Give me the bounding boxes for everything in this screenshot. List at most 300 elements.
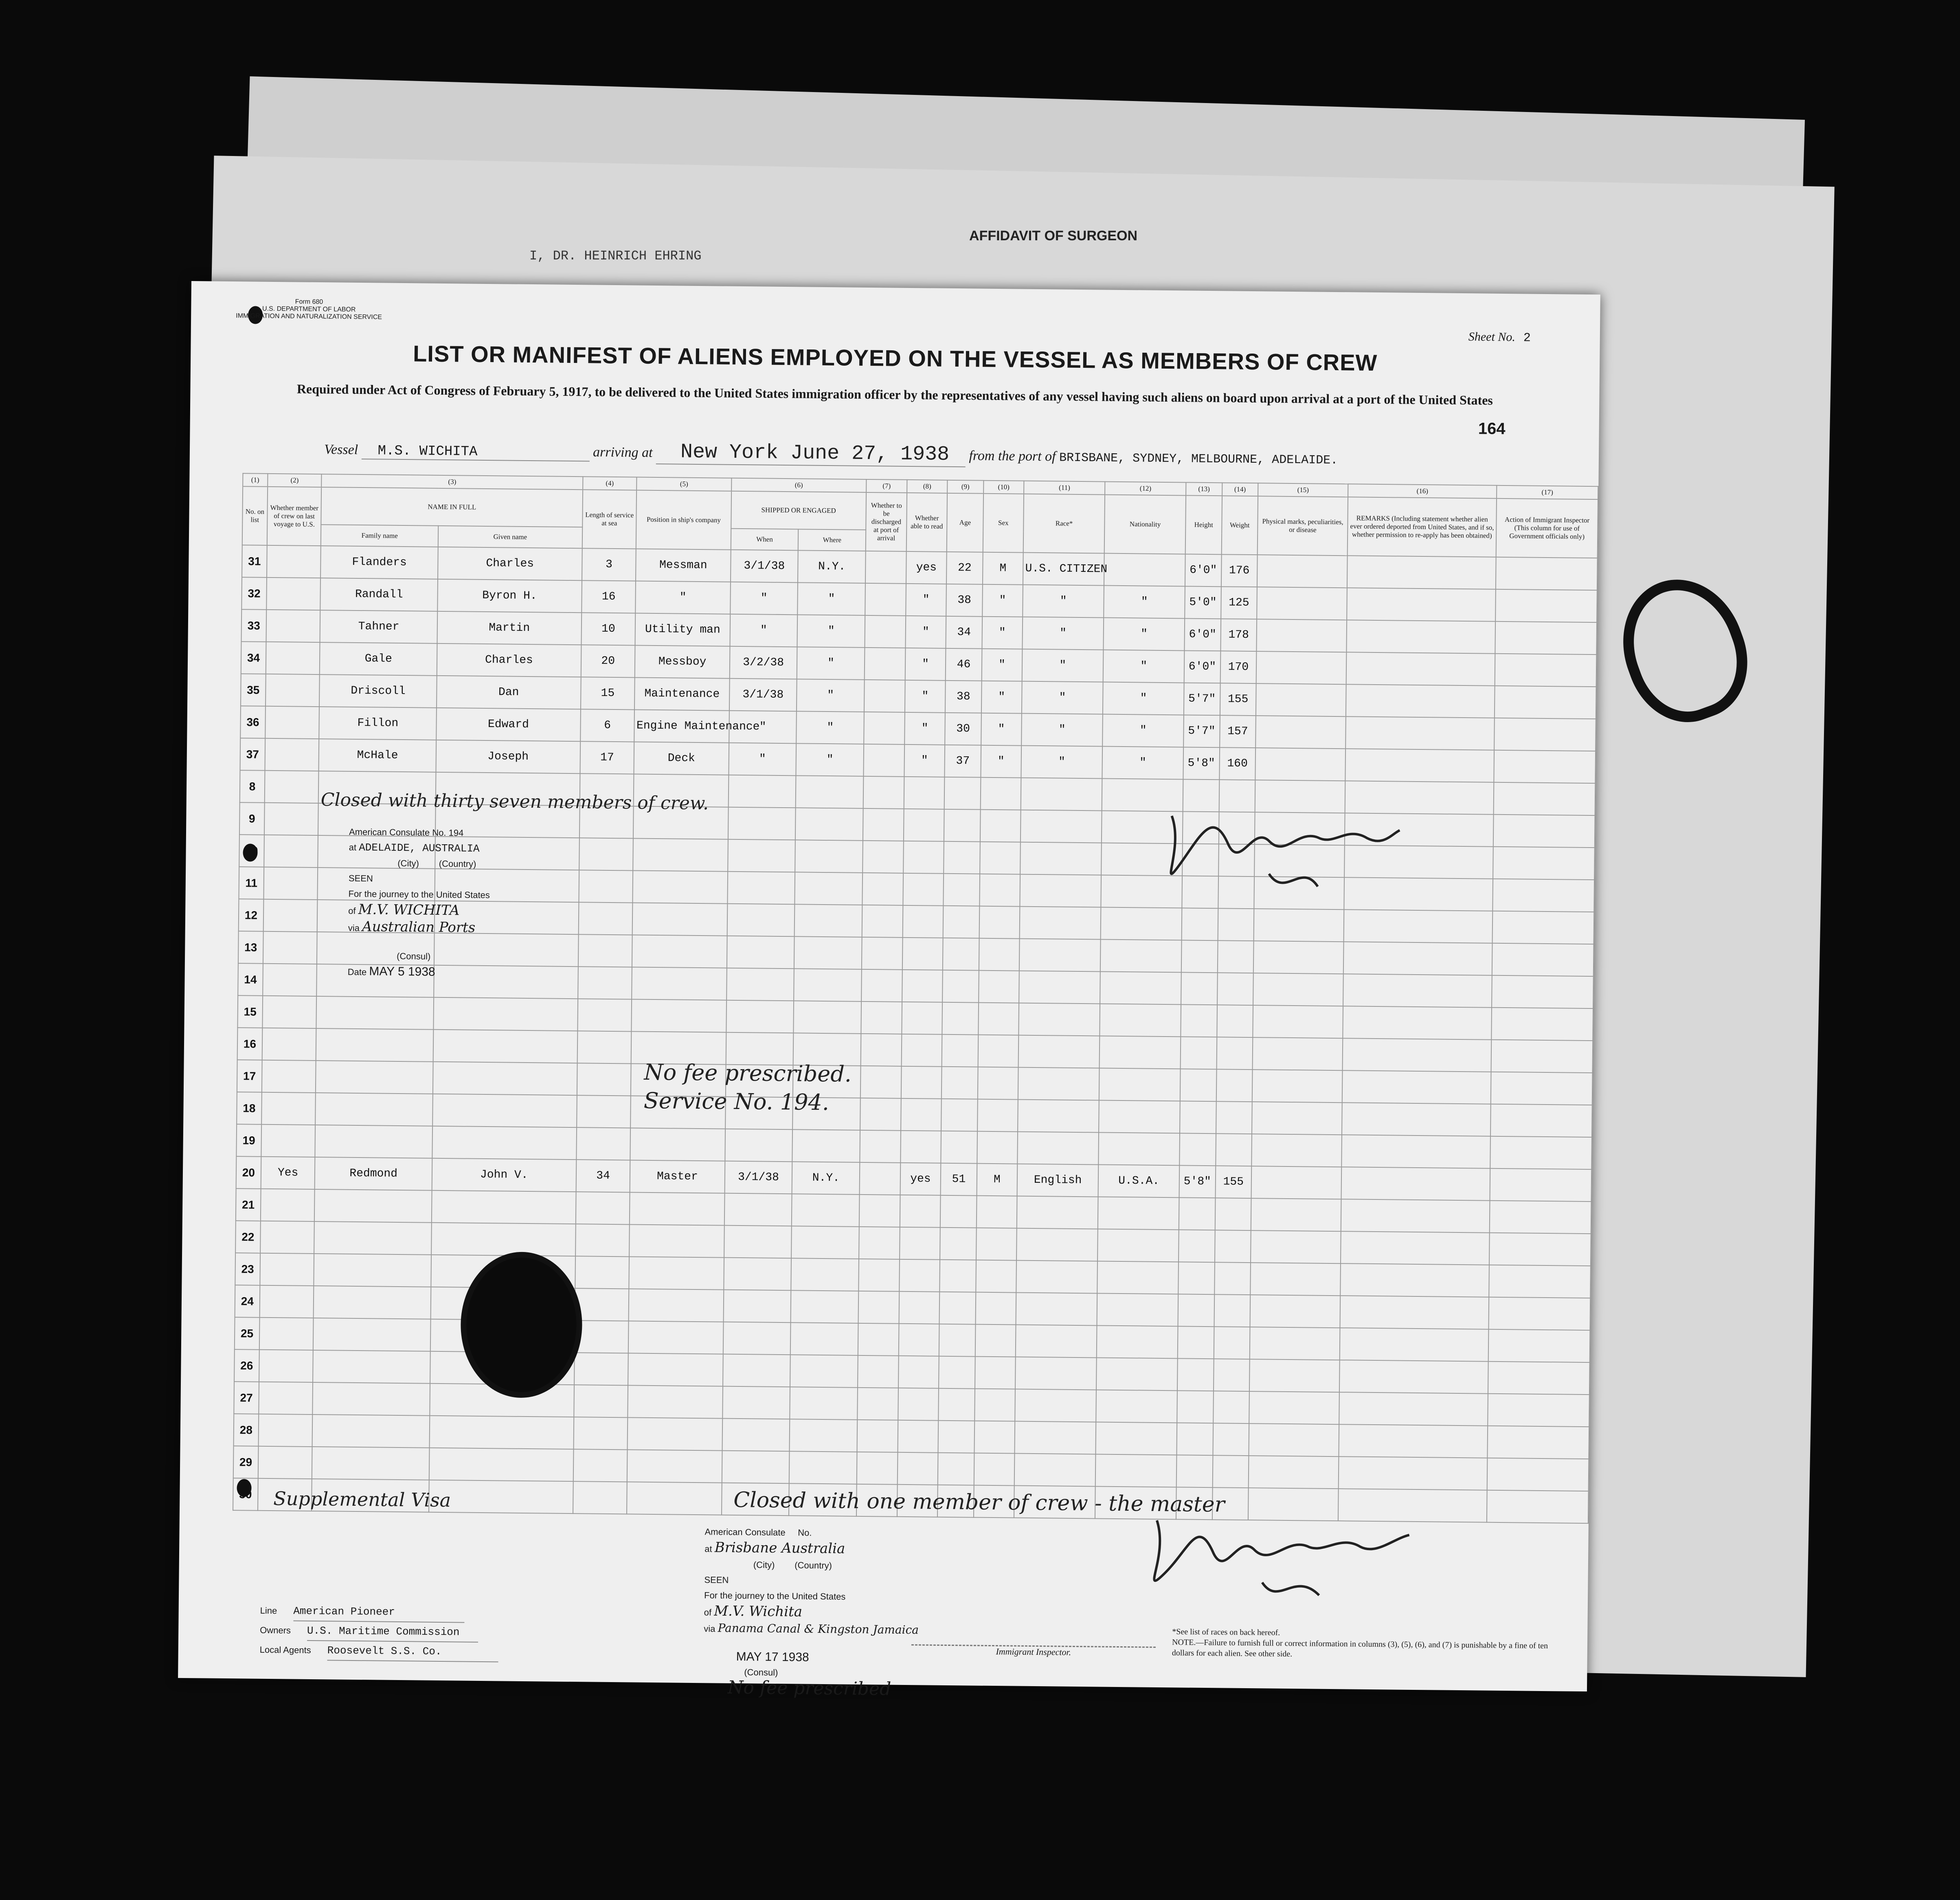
given-name-cell: Joseph: [436, 740, 580, 773]
consul-via: Panama Canal & Kingston Jamaica: [718, 1621, 919, 1637]
age-cell: [942, 1035, 978, 1067]
previous-voyage-cell: [259, 1382, 313, 1415]
position-cell: [629, 1224, 724, 1257]
able-to-read-cell: [904, 809, 944, 841]
position-cell: ": [636, 581, 731, 614]
position-cell: Messboy: [635, 646, 730, 679]
surgeon-line: I, DR. HEINRICH EHRING: [529, 248, 702, 264]
position-cell: Messman: [636, 549, 731, 582]
journey-label: For the journey to the United States: [348, 888, 490, 901]
header-family-name: Family name: [321, 525, 438, 547]
shipped-when-cell: 3/1/38: [724, 1161, 792, 1194]
able-to-read-cell: [898, 1356, 939, 1388]
race-cell: [1020, 907, 1101, 940]
shipped-when-cell: ": [729, 711, 797, 744]
nationality-cell: [1104, 554, 1185, 586]
weight-cell: 155: [1220, 683, 1256, 716]
height-cell: [1177, 1358, 1214, 1391]
physical-marks-cell: [1257, 587, 1347, 620]
previous-voyage-cell: [263, 867, 318, 900]
supplemental-visa-note: Supplemental Visa: [273, 1487, 451, 1511]
race-cell: ": [1022, 681, 1103, 714]
sex-cell: [979, 971, 1019, 1003]
header-when: When: [731, 529, 798, 551]
age-cell: [939, 1324, 975, 1357]
shipped-where-cell: [791, 1258, 859, 1291]
previous-voyage-cell: [265, 738, 319, 771]
row-number-cell: 35: [241, 674, 266, 706]
col-num: (1): [243, 473, 268, 487]
remarks-cell: [1340, 1296, 1489, 1329]
given-name-cell: [429, 1448, 574, 1481]
height-cell: [1180, 1101, 1216, 1133]
age-cell: [942, 1067, 978, 1099]
height-cell: [1181, 1004, 1217, 1037]
length-of-service-cell: [577, 1063, 631, 1096]
able-to-read-cell: [904, 777, 944, 809]
discharged-cell: [865, 551, 906, 584]
family-name-cell: [316, 1061, 433, 1094]
header-name-in-full: NAME IN FULL: [321, 487, 583, 527]
inspector-action-cell: [1493, 847, 1595, 880]
race-cell: U.S. CITIZEN: [1023, 553, 1104, 586]
shipped-when-cell: [722, 1451, 790, 1484]
position-cell: [627, 1482, 722, 1515]
family-name-cell: Fillon: [319, 707, 437, 740]
col-num: (16): [1348, 484, 1497, 499]
remarks-cell: [1339, 1392, 1488, 1426]
shipped-when-cell: [726, 936, 795, 969]
remarks-cell: [1345, 749, 1495, 782]
remarks-cell: [1347, 588, 1496, 621]
row-number-cell: 18: [237, 1092, 262, 1125]
nationality-cell: ": [1103, 682, 1184, 715]
nationality-cell: [1100, 940, 1182, 973]
remarks-cell: [1343, 974, 1492, 1007]
consul-no: No. 194: [432, 827, 464, 838]
shipped-where-cell: ": [796, 743, 864, 776]
journey-label: For the journey to the United States: [704, 1590, 846, 1602]
race-cell: [1015, 1389, 1096, 1422]
line-label: Line: [260, 1605, 277, 1616]
from-port-value: BRISBANE, SYDNEY, MELBOURNE, ADELAIDE.: [1059, 451, 1338, 468]
header-shipped: SHIPPED OR ENGAGED: [731, 491, 867, 530]
age-cell: [939, 1388, 975, 1421]
header-age: Age: [947, 493, 983, 552]
col-num: (12): [1105, 482, 1186, 496]
family-name-cell: [314, 1286, 431, 1319]
position-cell: [633, 838, 728, 871]
height-cell: 6'0": [1185, 554, 1221, 586]
col-num: (8): [907, 480, 948, 493]
length-of-service-cell: [574, 1385, 628, 1417]
remarks-cell: [1343, 1038, 1492, 1072]
race-cell: [1019, 971, 1100, 1004]
sex-cell: [978, 1067, 1018, 1100]
col-num: (14): [1222, 483, 1258, 496]
given-name-cell: [433, 1062, 577, 1095]
row-number-cell: 29: [233, 1446, 259, 1478]
sex-cell: [975, 1357, 1016, 1389]
height-cell: [1179, 1230, 1215, 1262]
previous-voyage-cell: [265, 771, 319, 803]
position-cell: [629, 1256, 724, 1289]
shipped-where-cell: N.Y.: [798, 550, 866, 583]
sex-cell: [980, 842, 1021, 874]
given-name-cell: Charles: [437, 644, 582, 677]
inspector-action-cell: [1487, 1426, 1589, 1459]
crew-rows: [233, 545, 1598, 1523]
row-number-cell: 34: [241, 641, 266, 674]
age-cell: [939, 1356, 975, 1389]
weight-cell: [1217, 973, 1253, 1005]
previous-voyage-cell: [261, 1189, 315, 1221]
physical-marks-cell: [1257, 555, 1348, 588]
race-cell: ": [1021, 714, 1103, 747]
position-cell: [632, 967, 727, 1000]
family-name-cell: [316, 1093, 433, 1126]
discharged-cell: [861, 969, 902, 1002]
country-label: (Country): [439, 858, 476, 869]
remarks-cell: [1343, 1006, 1492, 1039]
weight-cell: 157: [1220, 715, 1256, 748]
length-of-service-cell: [573, 1449, 627, 1482]
previous-voyage-cell: [261, 1125, 315, 1157]
shipped-when-cell: [726, 968, 795, 1001]
arriving-value: New York June 27, 1938: [656, 440, 966, 467]
previous-voyage-cell: [260, 1221, 314, 1254]
footnote: [1172, 1626, 1555, 1662]
remarks-cell: [1340, 1263, 1489, 1297]
given-name-cell: [429, 1416, 574, 1449]
discharged-cell: [858, 1355, 898, 1388]
vessel-line: [324, 437, 1546, 473]
discharged-cell: [858, 1323, 899, 1356]
discharged-cell: [864, 680, 905, 712]
inspector-action-cell: [1488, 1394, 1589, 1427]
able-to-read-cell: [901, 1098, 942, 1131]
age-cell: [944, 777, 981, 810]
row-number-cell: 16: [237, 1028, 263, 1060]
shipped-where-cell: ": [798, 582, 866, 615]
header-position: Position in ship's company: [636, 490, 731, 550]
weight-cell: [1216, 1069, 1252, 1102]
weight-cell: 160: [1219, 747, 1255, 780]
length-of-service-cell: 15: [581, 677, 635, 709]
closed-note-2: Closed with one member of crew - the master: [733, 1487, 1225, 1517]
physical-marks-cell: [1253, 1037, 1343, 1070]
given-name-cell: [431, 1223, 576, 1256]
physical-marks-cell: [1253, 941, 1344, 974]
previous-voyage-cell: [259, 1350, 313, 1382]
length-of-service-cell: 3: [582, 548, 636, 581]
height-cell: [1178, 1294, 1214, 1327]
height-cell: 5'8": [1179, 1165, 1216, 1198]
age-cell: 37: [945, 745, 981, 778]
weight-cell: [1213, 1391, 1249, 1423]
previous-voyage-cell: [258, 1446, 312, 1479]
able-to-read-cell: [902, 938, 943, 970]
sex-cell: [976, 1260, 1016, 1293]
shipped-when-cell: [728, 839, 796, 872]
row-number-cell: 9: [239, 802, 265, 835]
age-cell: 34: [946, 616, 982, 649]
inspector-action-cell: [1488, 1362, 1590, 1395]
shipped-when-cell: [727, 872, 795, 905]
affidavit-title: AFFIDAVIT OF SURGEON: [969, 228, 1138, 244]
able-to-read-cell: [902, 905, 943, 938]
nationality-cell: [1099, 1068, 1181, 1101]
discharged-cell: [865, 615, 906, 648]
owners-value: U.S. Maritime Commission: [307, 1621, 478, 1643]
shipped-when-cell: [724, 1258, 792, 1291]
nationality-cell: [1097, 1261, 1179, 1294]
discharged-cell: [864, 744, 904, 777]
sex-cell: [977, 1099, 1018, 1132]
physical-marks-cell: [1250, 1327, 1340, 1360]
no-label: No.: [798, 1527, 812, 1538]
height-cell: [1179, 1133, 1216, 1166]
age-cell: [943, 906, 979, 938]
header-height: Height: [1185, 495, 1222, 554]
row-number-cell: 14: [238, 963, 263, 996]
race-cell: [1016, 1325, 1097, 1358]
weight-cell: [1214, 1327, 1250, 1359]
position-cell: [633, 870, 728, 903]
nationality-cell: [1100, 1036, 1181, 1069]
row-number-cell: 10: [239, 835, 264, 867]
discharged-cell: [859, 1227, 900, 1259]
weight-cell: [1218, 908, 1254, 941]
inspector-action-cell: [1495, 686, 1596, 719]
header-physical: Physical marks, peculiarities, or disease: [1258, 496, 1348, 556]
shipped-where-cell: N.Y.: [792, 1162, 860, 1195]
discharged-cell: [862, 905, 903, 938]
country-label: (Country): [795, 1560, 832, 1571]
sex-cell: M: [977, 1164, 1017, 1196]
shipped-when-cell: [722, 1386, 790, 1419]
row-number-cell: 24: [235, 1285, 260, 1318]
given-name-cell: [432, 1191, 576, 1224]
col-num: (3): [322, 474, 583, 490]
inspector-action-cell: [1492, 911, 1594, 944]
sex-cell: [975, 1325, 1016, 1357]
at-label: at: [705, 1544, 712, 1554]
manifest-title: LIST OR MANIFEST OF ALIENS EMPLOYED ON THE VESSEL AS MEMBERS OF CREW: [413, 340, 1378, 376]
shipped-where-cell: [795, 904, 863, 937]
race-cell: [1019, 1003, 1100, 1036]
remarks-cell: [1347, 556, 1496, 589]
able-to-read-cell: [899, 1292, 939, 1324]
family-name-cell: [316, 1028, 433, 1062]
nationality-cell: [1098, 1132, 1180, 1165]
shipped-where-cell: ": [797, 711, 865, 744]
discharged-cell: [860, 1130, 901, 1163]
able-to-read-cell: ": [905, 680, 946, 713]
discharged-cell: [860, 1098, 901, 1131]
able-to-read-cell: [902, 1002, 942, 1035]
inspector-action-cell: [1492, 943, 1594, 976]
shipped-when-cell: [723, 1290, 791, 1323]
previous-voyage-cell: [266, 642, 320, 674]
weight-cell: [1213, 1423, 1249, 1456]
row-number-cell: 15: [237, 995, 263, 1028]
col-num: (6): [731, 478, 867, 492]
consul-of: M.V. Wichita: [714, 1603, 803, 1620]
inspector-action-cell: [1495, 589, 1597, 622]
header-remarks: REMARKS (Including statement whether alien ever ordered deported from United States, and if so, whether permission to re-apply has been obtained): [1348, 497, 1497, 557]
position-cell: [632, 999, 726, 1032]
shipped-where-cell: ": [797, 679, 865, 712]
shipped-when-cell: [727, 904, 795, 937]
consul-stamp-adelaide: [348, 824, 491, 981]
race-cell: [1018, 1035, 1100, 1068]
length-of-service-cell: [579, 870, 633, 903]
sex-cell: ": [981, 681, 1022, 714]
shipped-when-cell: ": [729, 743, 797, 776]
header-race: Race*: [1023, 494, 1105, 554]
able-to-read-cell: [903, 873, 944, 906]
service-number-note: Service No. 194.: [643, 1087, 830, 1116]
sheet-number: [1468, 330, 1531, 345]
age-cell: [941, 1131, 977, 1164]
inspector-action-cell: [1491, 1008, 1593, 1041]
given-name-cell: [430, 1384, 574, 1417]
shipped-when-cell: [722, 1419, 790, 1452]
length-of-service-cell: 34: [576, 1160, 630, 1192]
inspector-action-cell: [1493, 815, 1595, 848]
height-cell: [1176, 1455, 1213, 1487]
family-name-cell: [314, 1221, 432, 1255]
shipped-where-cell: [795, 872, 863, 905]
nationality-cell: U.S.A.: [1098, 1164, 1180, 1197]
length-of-service-cell: 6: [580, 709, 634, 742]
position-cell: [632, 935, 727, 968]
row-number-cell: 23: [235, 1253, 260, 1285]
remarks-cell: [1342, 1070, 1491, 1104]
manifest-sheet: [178, 281, 1600, 1700]
fee-note-2: No fee prescribed: [727, 1677, 891, 1700]
inspector-action-cell: [1489, 1297, 1591, 1330]
height-cell: 6'0": [1185, 618, 1221, 651]
race-cell: [1021, 778, 1102, 811]
sheet-label: Sheet No.: [1468, 330, 1515, 344]
discharged-cell: [858, 1388, 898, 1420]
position-cell: Engine Maintenance: [634, 709, 729, 742]
physical-marks-cell: [1255, 748, 1345, 781]
shipped-when-cell: 3/1/38: [731, 550, 799, 583]
height-cell: [1181, 1037, 1217, 1069]
consul-at: Brisbane Australia: [714, 1539, 845, 1557]
inspector-action-cell: [1490, 1201, 1591, 1234]
signature-scribble: [1132, 1504, 1418, 1612]
remarks-cell: [1343, 942, 1492, 975]
age-cell: [940, 1228, 976, 1260]
position-cell: [628, 1321, 723, 1354]
consul-date: MAY 5 1938: [369, 964, 435, 979]
remarks-cell: [1346, 652, 1495, 685]
height-cell: [1179, 1197, 1215, 1230]
family-name-cell: [315, 1125, 432, 1158]
crew-manifest-table: [233, 473, 1598, 1524]
nationality-cell: [1098, 1197, 1179, 1230]
inspector-action-cell: [1495, 622, 1597, 655]
nationality-cell: ": [1104, 586, 1185, 619]
previous-voyage-cell: [262, 1060, 316, 1093]
given-name-cell: Dan: [437, 676, 581, 709]
consul-date: MAY 17 1938: [736, 1650, 809, 1664]
inspector-action-cell: [1492, 879, 1594, 912]
able-to-read-cell: ": [904, 712, 945, 745]
shipped-when-cell: [725, 1129, 793, 1162]
race-cell: [1018, 1068, 1100, 1100]
position-cell: [630, 1128, 725, 1161]
length-of-service-cell: [577, 1095, 631, 1128]
physical-marks-cell: [1256, 651, 1347, 684]
nationality-cell: [1096, 1390, 1177, 1423]
sex-cell: [979, 874, 1020, 907]
row-number-cell: 36: [240, 706, 266, 738]
able-to-read-cell: [902, 970, 943, 1002]
inspector-action-cell: [1489, 1265, 1591, 1298]
discharged-cell: [859, 1195, 900, 1227]
weight-cell: [1214, 1359, 1250, 1391]
date-label: Date: [347, 966, 367, 977]
physical-marks-cell: [1253, 1005, 1343, 1038]
physical-marks-cell: [1251, 1230, 1341, 1263]
age-cell: [938, 1421, 975, 1453]
row-number-cell: 26: [234, 1349, 259, 1382]
previous-voyage-cell: Yes: [261, 1157, 315, 1189]
able-to-read-cell: ": [904, 745, 945, 777]
inspector-action-cell: [1489, 1233, 1591, 1266]
consul-at: ADELAIDE, AUSTRALIA: [359, 841, 480, 855]
col-num: (9): [947, 480, 983, 494]
remarks-cell: [1341, 1135, 1490, 1168]
shipped-when-cell: [726, 1000, 794, 1033]
previous-voyage-cell: [258, 1414, 312, 1447]
length-of-service-cell: [576, 1192, 630, 1224]
given-name-cell: [433, 997, 578, 1031]
previous-voyage-cell: [263, 899, 317, 932]
row-number-cell: 37: [240, 738, 265, 771]
previous-voyage-cell: [263, 964, 317, 996]
age-cell: 46: [946, 648, 982, 681]
service-label: IMMIGRATION AND NATURALIZATION SERVICE: [236, 312, 382, 321]
requirement-text: Required under Act of Congress of February 5, 1917, to be delivered to the United States immigration officer by the representatives of any vessel having such aliens on board upon arrival at a port of the United States: [296, 381, 1493, 408]
from-port-label: from the port of: [969, 448, 1056, 464]
able-to-read-cell: [900, 1131, 941, 1163]
previous-voyage-cell: [262, 996, 316, 1028]
able-to-read-cell: [899, 1259, 940, 1292]
seen-label: SEEN: [348, 873, 373, 884]
row-number-cell: 13: [238, 931, 263, 964]
nationality-cell: [1095, 1454, 1177, 1487]
age-cell: [944, 809, 980, 842]
inspector-action-cell: [1496, 557, 1598, 590]
sex-cell: [976, 1196, 1017, 1228]
race-cell: [1019, 939, 1101, 972]
shipped-where-cell: [790, 1419, 858, 1452]
sex-cell: [978, 1003, 1019, 1035]
height-cell: [1178, 1262, 1214, 1294]
header-where: Where: [798, 529, 866, 551]
line-value: American Pioneer: [293, 1602, 464, 1623]
row-number-cell: 31: [242, 545, 267, 578]
shipped-when-cell: 3/1/38: [729, 679, 797, 712]
height-cell: 5'0": [1185, 586, 1221, 619]
physical-marks-cell: [1252, 1102, 1342, 1135]
